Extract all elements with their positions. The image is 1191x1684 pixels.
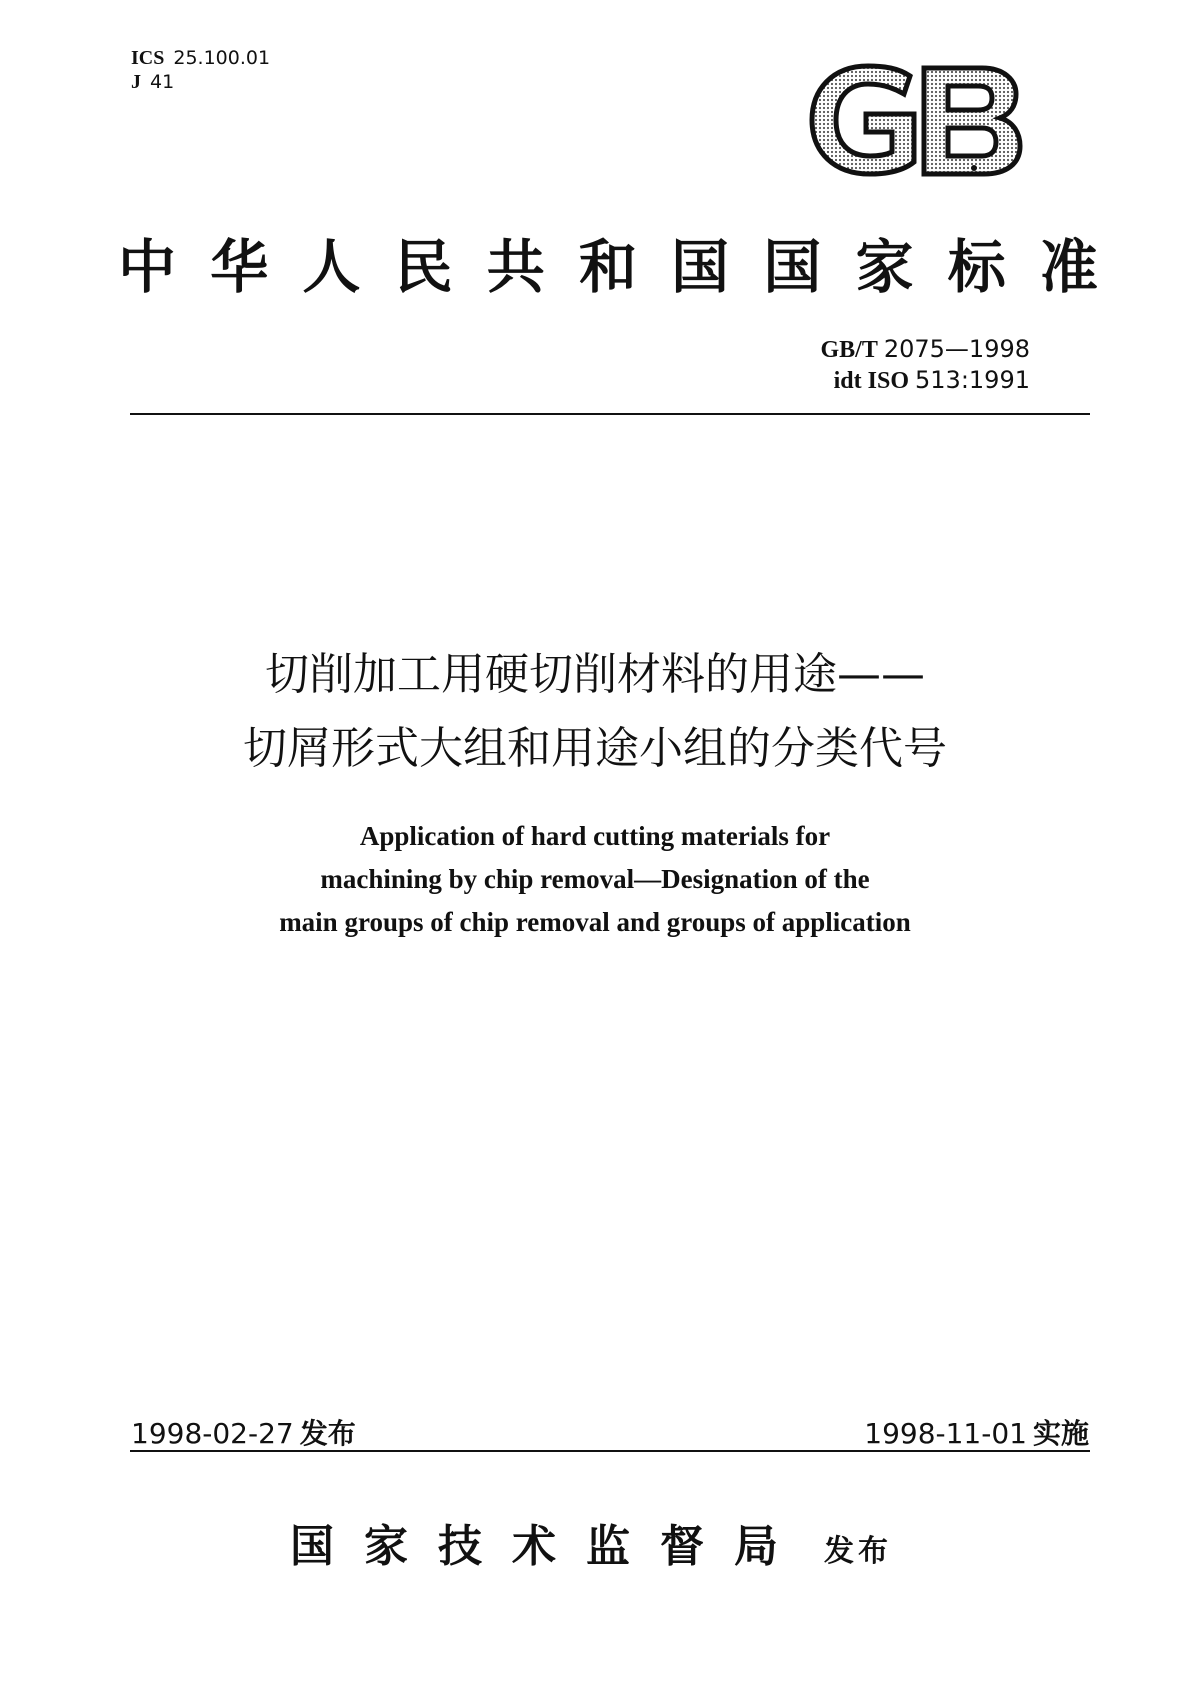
national-standard-char: 国 [671, 233, 730, 301]
class-code: 41 [150, 71, 175, 93]
national-standard-char: 人 [302, 233, 361, 301]
national-standard-char: 共 [486, 233, 545, 301]
publisher-action: 发布 [824, 1534, 892, 1569]
english-title [120, 815, 1070, 944]
english-title-line3: main groups of chip removal and groups of application [279, 907, 911, 937]
bottom-divider [130, 1450, 1090, 1452]
std-prefix: GB/T [820, 337, 878, 363]
issue-date-block [131, 1412, 356, 1452]
national-standard-char: 和 [578, 233, 637, 301]
standard-number [700, 334, 1030, 365]
ics-code: 25.100.01 [173, 47, 271, 69]
implementation-suffix: 实施 [1032, 1417, 1089, 1450]
issue-date: 1998-02-27 [131, 1417, 294, 1450]
chinese-title-line2: 切屑形式大组和用途小组的分类代号 [243, 723, 947, 774]
english-title-line1: Application of hard cutting materials for [359, 821, 831, 851]
national-standard-char: 国 [763, 233, 822, 301]
std-number: 2075—1998 [883, 335, 1030, 363]
idt-prefix: idt ISO [833, 368, 910, 394]
gb-logo-icon [806, 62, 1026, 178]
class-label: J [131, 71, 141, 93]
national-standard-char: 标 [947, 233, 1006, 301]
standard-number-block [700, 334, 1030, 396]
national-standard-char: 中 [118, 233, 177, 301]
chinese-title-line1: 切削加工用硬切削材料的用途—— [265, 649, 925, 700]
publisher-block [290, 1510, 892, 1574]
implementation-date-block [864, 1412, 1089, 1452]
national-standard-char: 民 [394, 233, 453, 301]
national-standard-title [118, 220, 1098, 304]
english-title-line2: machining by chip removal—Designation of the [320, 864, 870, 894]
ics-block [131, 46, 270, 94]
idt-code: 513:1991 [915, 366, 1030, 394]
chinese-title [120, 638, 1070, 786]
ics-line [131, 46, 270, 70]
ics-label: ICS [131, 47, 165, 69]
class-line [131, 70, 270, 94]
publisher-org: 国家技术监督局 [290, 1521, 808, 1572]
idt-number [700, 365, 1030, 396]
issue-suffix: 发布 [299, 1417, 356, 1450]
national-standard-char: 家 [855, 233, 914, 301]
national-standard-char: 华 [210, 233, 269, 301]
implementation-date: 1998-11-01 [864, 1417, 1027, 1450]
national-standard-char: 准 [1039, 233, 1098, 301]
top-divider [130, 413, 1090, 415]
